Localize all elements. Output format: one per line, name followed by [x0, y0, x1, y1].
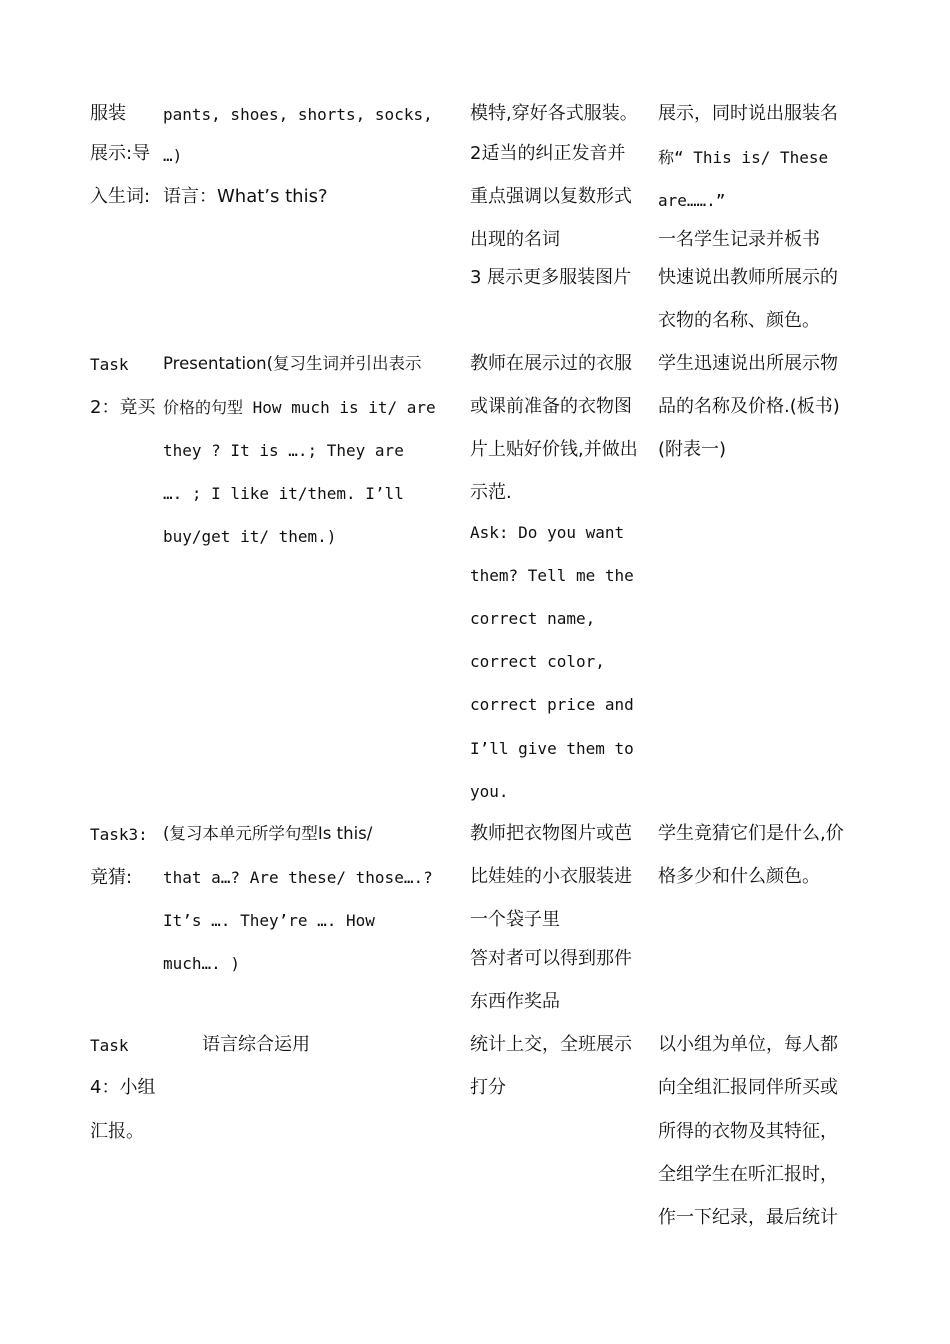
- content-text: 语言综合运用: [202, 1034, 310, 1055]
- teacher-text: 出现的名词: [470, 229, 560, 250]
- teacher-text: 模特,穿好各式服装。: [470, 103, 638, 124]
- student-text: are…….”: [658, 191, 726, 210]
- student-text: 衣物的名称、颜色。: [658, 310, 820, 331]
- student-text: 快速说出教师所展示的: [658, 267, 838, 288]
- teacher-text: 3 展示更多服装图片: [470, 267, 632, 288]
- teacher-text: 重点强调以复数形式: [470, 186, 632, 207]
- stage-text: Task: [90, 355, 129, 374]
- stage-text: Task3:: [90, 825, 148, 844]
- student-text: 一名学生记录并板书: [658, 229, 820, 250]
- teacher-text: 打分: [470, 1077, 506, 1098]
- stage-text: 汇报。: [90, 1121, 144, 1142]
- teacher-text: 示范.: [470, 482, 512, 503]
- teacher-text: 比娃娃的小衣服装进: [470, 866, 632, 887]
- teacher-text: Ask: Do you want: [470, 523, 625, 542]
- student-text: 格多少和什么颜色。: [658, 866, 820, 887]
- teacher-text: I’ll give them to: [470, 739, 634, 758]
- content-text: …. ; I like it/them. I’ll: [163, 484, 404, 503]
- teacher-text: correct color,: [470, 652, 605, 671]
- content-text: that a…? Are these/ those….?: [163, 868, 433, 887]
- student-text: 称“ This is/ These: [658, 148, 829, 167]
- student-text: 学生竟猜它们是什么,价: [658, 823, 844, 844]
- content-text: buy/get it/ them.): [163, 527, 337, 546]
- teacher-text: 答对者可以得到那件: [470, 948, 632, 969]
- student-text: 全组学生在听汇报时，: [658, 1164, 838, 1185]
- student-text: 以小组为单位，每人都: [658, 1034, 838, 1055]
- teacher-text: 统计上交，全班展示: [470, 1034, 632, 1055]
- teacher-text: 片上贴好价钱,并做出: [470, 439, 638, 460]
- teacher-text: correct price and: [470, 695, 634, 714]
- stage-text: 2：竟买: [90, 397, 156, 418]
- stage-text: 服装: [90, 103, 126, 124]
- content-text: …): [163, 146, 183, 165]
- student-text: 展示，同时说出服装名: [658, 103, 838, 124]
- content-text: 价格的句型 How much is it/ are: [163, 398, 436, 417]
- teacher-text: 教师把衣物图片或芭: [470, 823, 632, 844]
- stage-text: 4：小组: [90, 1077, 156, 1098]
- content-text: It’s …. They’re …. How: [163, 911, 375, 930]
- student-text: 品的名称及价格.(板书): [658, 396, 840, 417]
- student-text: 作一下纪录，最后统计: [658, 1207, 838, 1228]
- content-text: much…. ): [163, 954, 241, 973]
- content-text: (复习本单元所学句型Is this/: [163, 824, 373, 843]
- stage-text: 入生词:: [90, 186, 151, 207]
- teacher-text: 教师在展示过的衣服: [470, 353, 632, 374]
- student-text: (附表一): [658, 439, 727, 460]
- student-text: 学生迅速说出所展示物: [658, 353, 838, 374]
- teacher-text: 2适当的纠正发音并: [470, 143, 626, 164]
- content-text: pants, shoes, shorts, socks,: [163, 105, 433, 124]
- content-text: they ? It is ….; They are: [163, 441, 404, 460]
- student-text: 所得的衣物及其特征，: [658, 1121, 838, 1142]
- student-text: 向全组汇报同伴所买或: [658, 1077, 838, 1098]
- stage-text: Task: [90, 1036, 129, 1055]
- teacher-text: them? Tell me the: [470, 566, 634, 585]
- stage-text: 竟猜:: [90, 867, 133, 888]
- teacher-text: you.: [470, 782, 509, 801]
- teacher-text: 一个袋子里: [470, 909, 560, 930]
- teacher-text: 或课前准备的衣物图: [470, 396, 632, 417]
- teacher-text: correct name,: [470, 609, 596, 628]
- content-text: 语言：What’s this?: [163, 186, 328, 207]
- stage-text: 展示:导: [90, 143, 151, 164]
- teacher-text: 东西作奖品: [470, 991, 560, 1012]
- content-text: Presentation(复习生词并引出表示: [163, 354, 422, 373]
